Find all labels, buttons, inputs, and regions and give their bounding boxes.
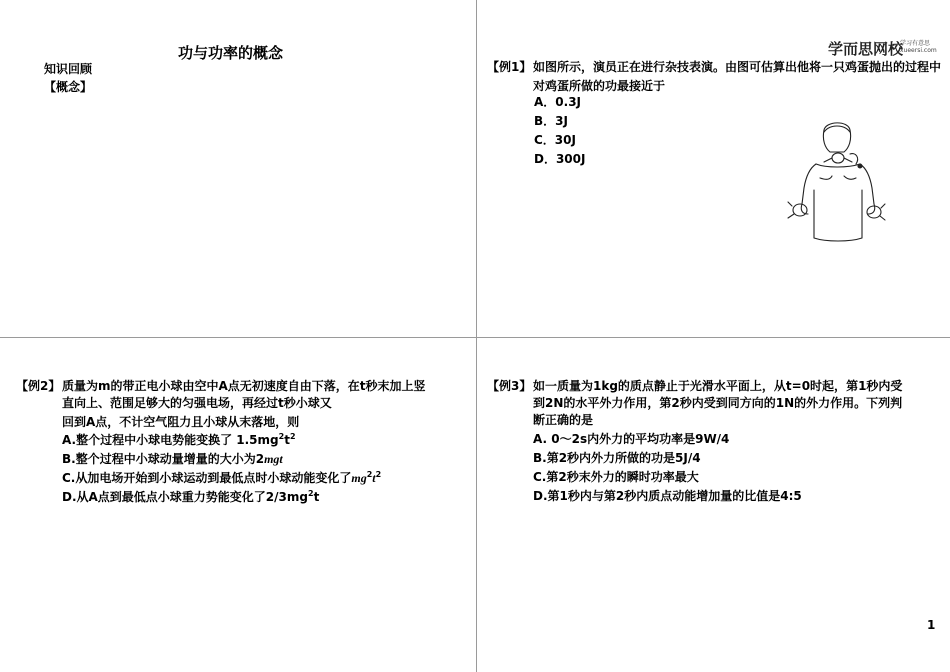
- option-c-prefix: C.从加电场开始到小球运动到最低点时小球动能变化了: [62, 471, 352, 485]
- option-a: A．0.3J: [534, 95, 582, 109]
- option-b: B．3J: [534, 114, 568, 128]
- example-2-option-b: [62, 450, 283, 469]
- page-number: 1: [927, 618, 936, 632]
- juggler-illustration: [786, 118, 886, 246]
- horizontal-divider: [0, 337, 950, 338]
- option-a-exp-1: 2: [278, 432, 285, 441]
- example-3-option-c: C.第2秒末外力的瞬时功率最大: [533, 470, 699, 484]
- example-2-line-1: 质量为m的带正电小球由空中A点无初速度自由下落，在t秒末加上竖: [62, 379, 426, 393]
- example-2-label: 【例2】: [16, 379, 61, 393]
- example-2-option-d: [62, 488, 319, 507]
- knowledge-review: [44, 60, 92, 96]
- concept-label: 【概念】: [44, 80, 93, 94]
- example-1-question: 如图所示，演员正在进行杂技表演。由图可估算出他将一只鸡蛋抛出的过程中对鸡蛋所做的功最接近于: [533, 60, 942, 93]
- option-c-exp-1: 2: [366, 470, 373, 479]
- option-b-italic: mgt: [264, 452, 283, 466]
- option-c-exp-2: 2: [375, 470, 382, 479]
- option-d-exp: 2: [307, 489, 314, 498]
- logo-domain: xueersi.com: [900, 47, 937, 54]
- example-3-line-3: 断正确的是: [533, 413, 594, 427]
- brand-logo: 学而思网校: [828, 40, 904, 58]
- option-b-prefix: B.整个过程中小球动量增量的大小为2: [62, 452, 265, 466]
- option-d: D．300J: [534, 152, 586, 166]
- page-title: 功与功率的概念: [178, 44, 284, 62]
- option-c-italic-2: t: [372, 471, 376, 485]
- example-2-option-a: [62, 431, 296, 450]
- example-2-option-c: [62, 469, 381, 488]
- option-d-prefix: D.从A点到最低点小球重力势能变化了2/3mg: [62, 490, 308, 504]
- example-3-option-d: D.第1秒内与第2秒内质点动能增加量的比值是4:5: [533, 489, 802, 503]
- example-1-label: 【例1】: [487, 60, 532, 74]
- example-2-line-3: 回到A点，不计空气阻力且小球从末落地，则: [62, 415, 300, 429]
- logo-slogan: 学习有意思: [900, 40, 931, 47]
- vertical-divider: [476, 0, 477, 672]
- example-3-line-2: 到2N的水平外力作用，第2秒内受到同方向的1N的外力作用。下列判: [533, 396, 903, 410]
- option-c-italic-1: mg: [351, 471, 367, 485]
- example-3-option-b: B.第2秒内外力所做的功是5J/4: [533, 451, 701, 465]
- option-a-exp-2: 2: [289, 432, 296, 441]
- example-3-line-1: 如一质量为1kg的质点静止于光滑水平面上，从t=0时起，第1秒内受: [533, 379, 903, 393]
- brand-logo-small: [900, 40, 937, 54]
- option-a-prefix: A.整个过程中小球电势能变换了 1.5mg: [62, 433, 279, 447]
- option-c: C．30J: [534, 133, 576, 147]
- subtitle: 知识回顾: [44, 62, 93, 76]
- option-a-mid: t: [284, 433, 290, 447]
- option-d-post: t: [313, 490, 320, 504]
- example-3-option-a: A. 0～2s内外力的平均功率是9W/4: [533, 432, 730, 446]
- example-2-line-2: 直向上、范围足够大的匀强电场，再经过t秒小球又: [62, 396, 332, 410]
- example-3-label: 【例3】: [487, 379, 532, 393]
